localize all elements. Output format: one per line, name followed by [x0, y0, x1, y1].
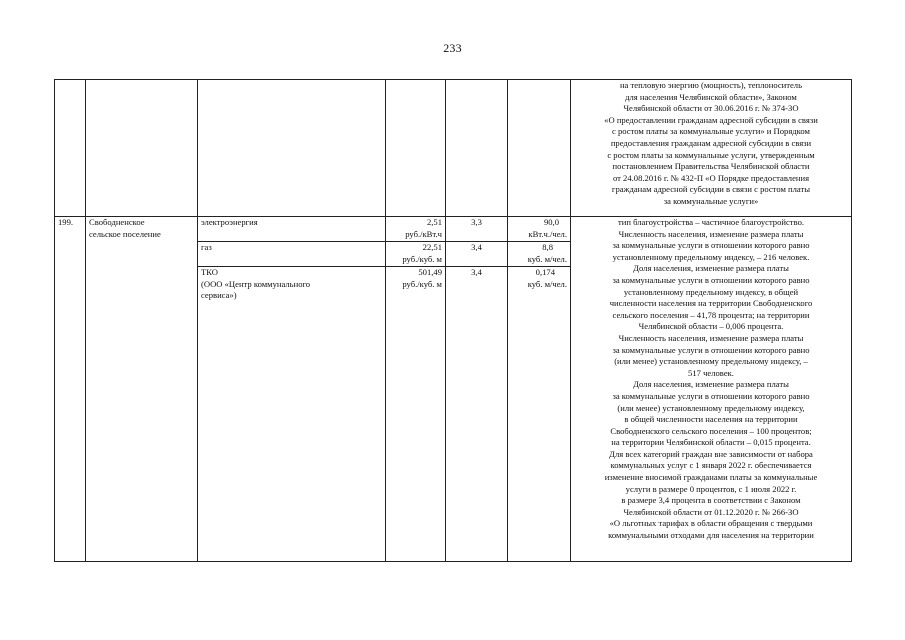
description-line: на территории Челябинской области – 0,015 процента. — [611, 437, 811, 448]
description-line: за коммунальные услуги в отношении которого равно — [612, 274, 810, 285]
description-line: Для всех категорий граждан вне зависимости от набора — [609, 448, 813, 459]
table-row — [55, 217, 852, 242]
service-index: 3,4 — [446, 267, 508, 562]
service-tariff: 2,51 руб./кВт.ч — [386, 217, 446, 242]
tariff-table — [54, 79, 852, 562]
service-volume: 8,8 куб. м/чел. — [508, 242, 571, 267]
table-row-continuation — [55, 80, 852, 217]
description-line: постановлением Правительства Челябинской области — [612, 161, 810, 172]
description-line: на тепловую энергию (мощность), теплоноситель — [619, 80, 803, 90]
cell-index — [446, 80, 508, 217]
page-number: 233 — [443, 41, 462, 55]
description-line: предоставления гражданам адресной субсидии в связи — [610, 137, 812, 148]
description-line: услуги в размере 0 процентов, с 1 июля 2022 г. — [625, 483, 797, 494]
description-line: за коммунальные услуги» — [663, 195, 759, 206]
service-name: электроэнергия — [198, 217, 386, 242]
description-line: (или менее) установленному предельному индексу, – — [614, 356, 808, 367]
description-line: коммунальных услуг с 1 января 2022 г. обеспечивается — [610, 460, 812, 471]
description-line: Свободненского сельского поселения – 100 процентов; — [610, 425, 812, 436]
service-name: ТКО (ООО «Центр коммунального сервиса») — [198, 267, 386, 562]
description-line: 517 человек. — [688, 367, 734, 378]
description-line: для населения Челябинской области», Законом — [625, 91, 797, 102]
service-index: 3,3 — [446, 217, 508, 242]
description-line: Численность населения, изменение размера платы — [618, 228, 804, 239]
service-volume: 0,174 куб. м/чел. — [508, 267, 571, 562]
cell-volume — [508, 80, 571, 217]
description-line: Доля населения, изменение размера платы — [633, 379, 789, 390]
description-line: коммунальными отходами для населения на территории — [608, 530, 814, 541]
service-name: газ — [198, 242, 386, 267]
cell-number — [55, 80, 86, 217]
description-line: в общей численности населения на территории — [624, 414, 798, 425]
cell-service — [198, 80, 386, 217]
description-line: Доля населения, изменение размера платы — [633, 263, 789, 274]
cell-settlement — [86, 80, 198, 217]
service-volume: 90,0 кВт.ч./чел. — [508, 217, 571, 242]
description-line: установленному предельному индексу, – 216 человек. — [612, 251, 810, 262]
description-line: «О льготных тарифах в области обращения с твердыми — [609, 518, 813, 529]
description-line: гражданам адресной субсидии в связи с ростом платы — [611, 184, 811, 195]
description-line: за коммунальные услуги в отношении которого равно — [612, 240, 810, 251]
description-line: изменение вносимой гражданами платы за коммунальные — [604, 472, 818, 483]
description-line: Численность населения, изменение размера платы — [618, 332, 804, 343]
cell-description — [571, 80, 852, 217]
description-line: за коммунальные услуги в отношении которого равно — [612, 344, 810, 355]
description-line: от 24.08.2016 г. № 432-П «О Порядке предоставления — [612, 172, 810, 183]
row-description — [571, 217, 852, 562]
description-line: за коммунальные услуги в отношении которого равно — [612, 390, 810, 401]
description-line: «О предоставлении гражданам адресной субсидии в связи — [604, 114, 818, 125]
description-line: установленному предельному индексу, в общей — [623, 286, 799, 297]
service-tariff: 22,51 руб./куб. м — [386, 242, 446, 267]
settlement-name: Свободненское сельское поселение — [86, 217, 198, 562]
description-line: (или менее) установленному предельному индексу, — [617, 402, 805, 413]
description-line: Челябинской области от 30.06.2016 г. № 374-ЗО — [623, 103, 799, 114]
description-line: численности населения на территории Свободненского — [609, 298, 813, 309]
description-line: в размере 3,4 процента в соответствии с Законом — [621, 495, 801, 506]
row-number: 199. — [55, 217, 86, 562]
description-line: Челябинской области – 0,006 процента. — [638, 321, 784, 332]
description-line: с ростом платы за коммунальные услуги» и Порядком — [612, 126, 810, 137]
description-line: тип благоустройства – частичное благоустройство. — [617, 217, 805, 227]
description-line: Челябинской области от 01.12.2020 г. № 266-ЗО — [623, 506, 799, 517]
service-tariff: 501,49 руб./куб. м — [386, 267, 446, 562]
cell-tariff — [386, 80, 446, 217]
service-index: 3,4 — [446, 242, 508, 267]
description-line: сельского поселения – 41,78 процента; на территории — [612, 309, 810, 320]
description-line: с ростом платы за коммунальные услуги, утвержденным — [607, 149, 815, 160]
